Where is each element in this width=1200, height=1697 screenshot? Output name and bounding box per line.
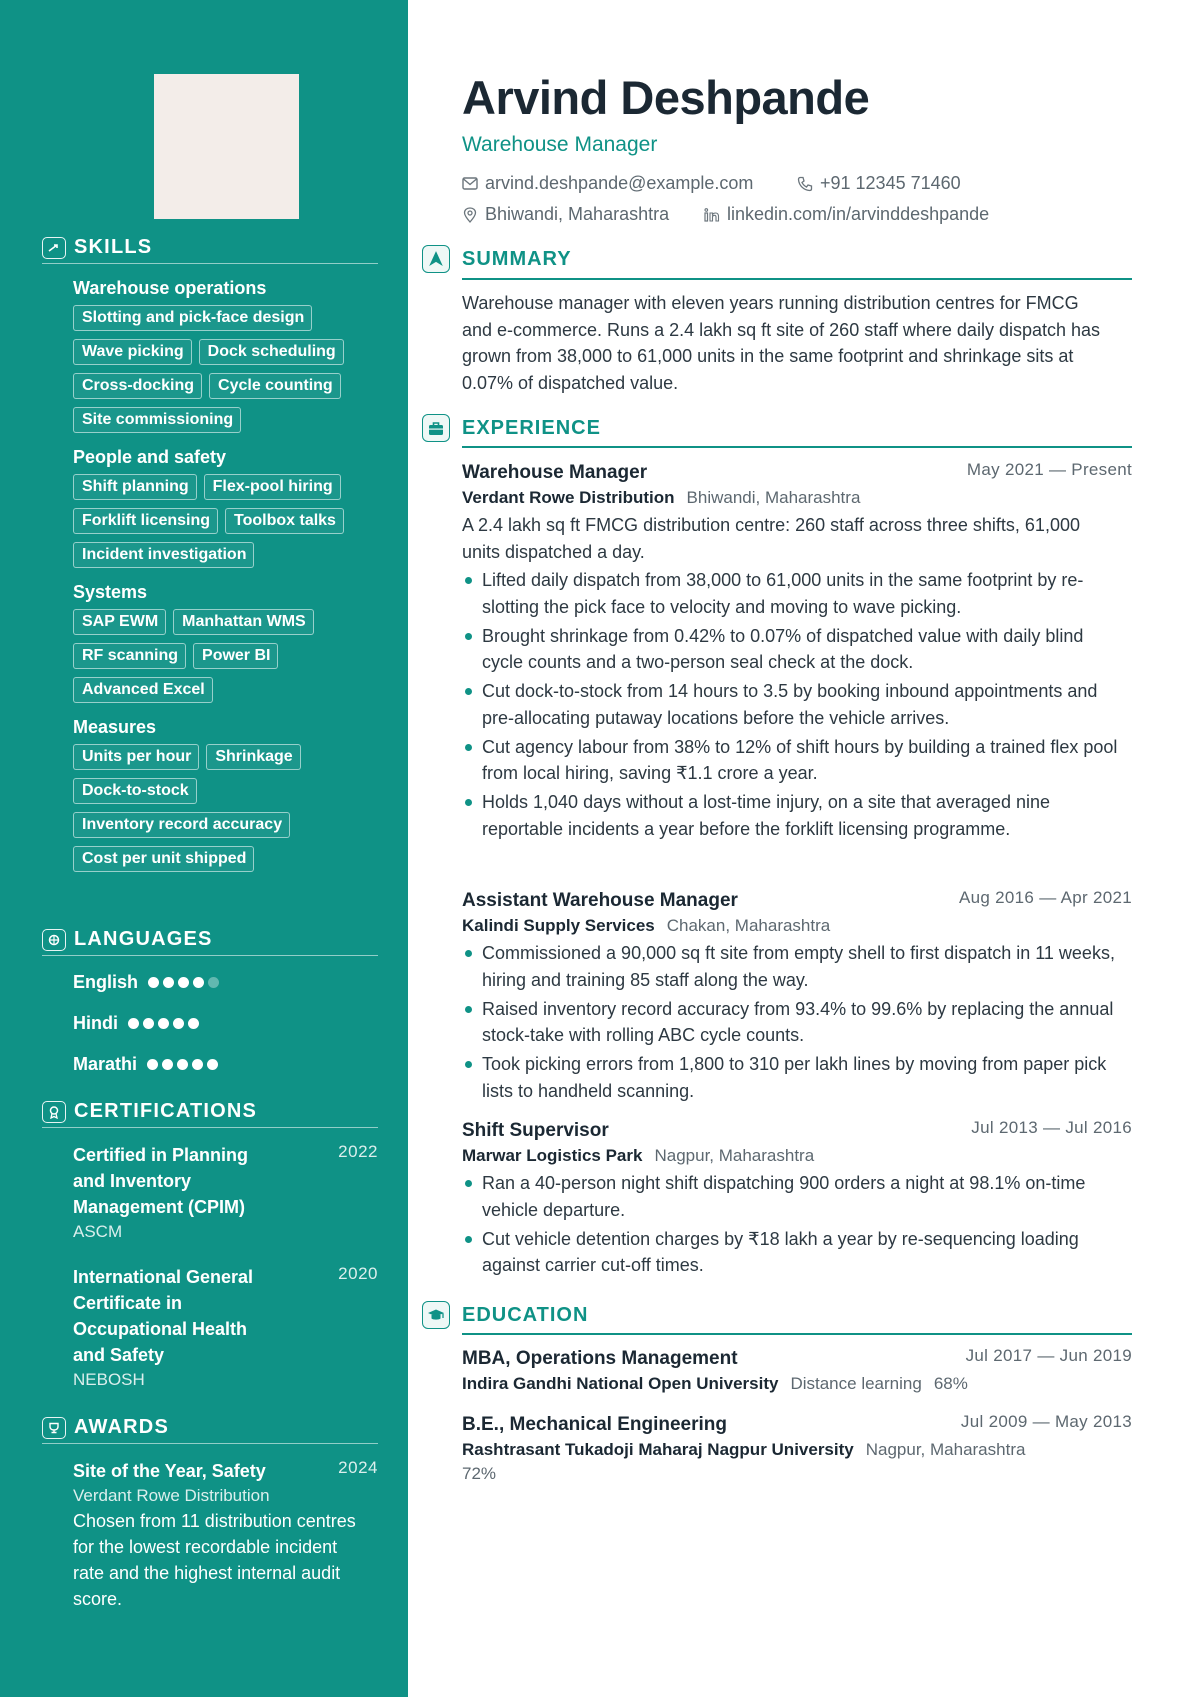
proficiency-dot-filled (158, 1018, 169, 1029)
certification-item (73, 1264, 378, 1392)
skill-tag: Dock scheduling (199, 339, 344, 365)
language-level-dots (128, 1018, 199, 1029)
proficiency-dot-filled (178, 977, 189, 988)
job-bullet: Brought shrinkage from 0.42% to 0.07% of dispatched value with daily blind cycle counts and a two-person seal check at the dock. (462, 623, 1127, 676)
skill-group-title: People and safety (73, 447, 227, 467)
job-bullet: Took picking errors from 1,800 to 310 per lakh lines by moving from paper pick lists to handheld scanning. (462, 1051, 1127, 1104)
job-title: Warehouse Manager (462, 462, 648, 483)
proficiency-dot-filled (147, 1059, 158, 1070)
job-company-line (462, 914, 1132, 938)
mail-icon (462, 176, 478, 192)
certification-title: Certified in Planning and Inventory Management (CPIM) (73, 1145, 249, 1217)
contact-location (462, 204, 669, 225)
job-company: Marwar Logistics Park (462, 1146, 643, 1165)
job-entry (462, 888, 1132, 1107)
summary-divider (462, 278, 1132, 280)
awards-title: AWARDS (74, 1416, 169, 1438)
award-issuer: Verdant Rowe Distribution (73, 1486, 270, 1505)
job-bullets (462, 940, 1132, 1104)
experience-title: EXPERIENCE (462, 416, 601, 439)
job-dates: Jul 2013 — Jul 2016 (971, 1118, 1132, 1137)
language-level-dots (148, 977, 219, 988)
certifications-header (42, 1102, 378, 1128)
job-dates: Aug 2016 — Apr 2021 (959, 888, 1132, 907)
skills-section (42, 238, 378, 872)
skill-tag: Cost per unit shipped (73, 846, 254, 872)
linkedin-text: linkedin.com/in/arvinddeshpande (727, 204, 990, 224)
job-company: Verdant Rowe Distribution (462, 488, 675, 507)
language-item (73, 1044, 378, 1085)
proficiency-dot-filled (143, 1018, 154, 1029)
skill-tag: Incident investigation (73, 542, 254, 568)
education-dates: Jul 2009 — May 2013 (960, 1412, 1132, 1431)
proficiency-dot-empty (208, 977, 219, 988)
skill-group-title: Systems (73, 582, 148, 602)
proficiency-dot-filled (128, 1018, 139, 1029)
job-bullet: Holds 1,040 days without a lost-time injury, on a site that averaged nine reportable incidents a year before the forklift licensing programme. (462, 789, 1127, 842)
job-dates: May 2021 — Present (966, 460, 1132, 479)
certification-issuer: ASCM (73, 1222, 123, 1241)
job-location: Nagpur, Maharashtra (654, 1146, 815, 1165)
proficiency-dot-filled (188, 1018, 199, 1029)
experience-divider (462, 446, 1132, 448)
skill-group (73, 278, 378, 433)
proficiency-dot-filled (192, 1059, 203, 1070)
certification-year: 2022 (338, 1142, 378, 1161)
profile-photo-placeholder (154, 74, 299, 219)
briefcase-icon (422, 414, 450, 442)
candidate-role: Warehouse Manager (462, 133, 658, 156)
proficiency-dot-filled (207, 1059, 218, 1070)
job-entry (462, 460, 1132, 845)
job-company-line (462, 1144, 1132, 1168)
proficiency-dot-filled (162, 1059, 173, 1070)
award-title: Site of the Year, Safety (73, 1461, 266, 1481)
award-year: 2024 (338, 1458, 378, 1477)
job-entry (462, 1118, 1132, 1281)
language-level-dots (147, 1059, 218, 1070)
award-icon (42, 1417, 66, 1439)
location-text: Bhiwandi, Maharashtra (485, 204, 670, 224)
contact-phone[interactable] (797, 173, 961, 194)
job-bullets (462, 1170, 1132, 1279)
degree-title: MBA, Operations Management (462, 1348, 738, 1369)
job-location: Bhiwandi, Maharashtra (686, 488, 861, 507)
skill-tag: Forklift licensing (73, 508, 218, 534)
degree-title: B.E., Mechanical Engineering (462, 1414, 728, 1435)
awards-section (42, 1418, 378, 1612)
skill-tag: Flex-pool hiring (204, 474, 341, 500)
job-bullet: Cut vehicle detention charges by ₹18 lakh a year by re-sequencing loading against carrier cut-off times. (462, 1226, 1127, 1279)
certifications-section (42, 1102, 378, 1392)
skill-tag: Cycle counting (209, 373, 341, 399)
education-entry (462, 1346, 1132, 1396)
job-location: Chakan, Maharashtra (666, 916, 831, 935)
languages-header (42, 930, 378, 956)
education-school-line (462, 1372, 1132, 1396)
job-bullet: Cut dock-to-stock from 14 hours to 3.5 by booking inbound appointments and pre-allocating putaway locations before the vehicle arrives. (462, 678, 1127, 731)
skills-title: SKILLS (74, 236, 153, 258)
job-bullet: Ran a 40-person night shift dispatching 900 orders a night at 98.1% on-time vehicle departure. (462, 1170, 1127, 1223)
skills-header (42, 238, 378, 264)
skill-tag: Inventory record accuracy (73, 812, 290, 838)
summary-header (422, 241, 1132, 277)
skill-group-title: Warehouse operations (73, 278, 267, 298)
education-detail: Nagpur, Maharashtra (865, 1440, 1026, 1459)
email-text: arvind.deshpande@example.com (485, 173, 754, 193)
education-grade: 72% (462, 1464, 497, 1483)
certification-issuer: NEBOSH (73, 1370, 145, 1389)
languages-section (42, 930, 378, 1085)
skill-tag: Wave picking (73, 339, 192, 365)
skill-tag: SAP EWM (73, 609, 166, 635)
language-name: Marathi (73, 1054, 138, 1074)
certificate-icon (42, 1101, 66, 1123)
certification-year: 2020 (338, 1264, 378, 1283)
experience-header (422, 410, 1132, 446)
sidebar (0, 0, 408, 1697)
job-company-line (462, 486, 1132, 510)
job-intro: A 2.4 lakh sq ft FMCG distribution centre: 260 staff across three shifts, 61,000 units dispatched a day. (462, 515, 1080, 562)
linkedin-icon (704, 207, 720, 223)
skill-group-title: Measures (73, 717, 157, 737)
awards-header (42, 1418, 378, 1444)
education-header (422, 1297, 1132, 1333)
education-grade-line (462, 1462, 1132, 1486)
languages-icon (42, 929, 66, 951)
job-title: Assistant Warehouse Manager (462, 890, 738, 911)
job-title: Shift Supervisor (462, 1120, 609, 1141)
skill-tag: Slotting and pick-face design (73, 305, 312, 331)
proficiency-dot-filled (193, 977, 204, 988)
skill-tag: Cross-docking (73, 373, 202, 399)
certification-title: International General Certificate in Occupational Health and Safety (73, 1267, 254, 1365)
graduation-cap-icon (422, 1301, 450, 1329)
skill-tag: Units per hour (73, 744, 199, 770)
skills-icon (42, 237, 66, 259)
award-item (73, 1458, 378, 1612)
education-detail: Distance learning (790, 1374, 922, 1393)
skill-group (73, 717, 378, 872)
job-bullet: Cut agency labour from 38% to 12% of shift hours by building a trained flex pool from local hiring, saving ₹1.1 crore a year. (462, 734, 1127, 787)
language-name: Hindi (73, 1013, 118, 1033)
skill-tag: RF scanning (73, 643, 186, 669)
skill-tag: Site commissioning (73, 407, 241, 433)
skill-tag: Shift planning (73, 474, 197, 500)
skill-tag: Advanced Excel (73, 677, 213, 703)
skill-tag: Manhattan WMS (173, 609, 314, 635)
skill-group (73, 447, 378, 568)
certification-item (73, 1142, 378, 1244)
skill-tag: Dock-to-stock (73, 778, 197, 804)
language-name: English (73, 972, 139, 992)
location-pin-icon (462, 207, 478, 223)
skill-tag: Power BI (193, 643, 278, 669)
contact-linkedin[interactable] (704, 204, 989, 225)
skill-tag: Toolbox talks (225, 508, 344, 534)
education-grade: 68% (933, 1374, 968, 1393)
education-entry (462, 1412, 1132, 1486)
language-item (73, 1003, 378, 1044)
proficiency-dot-filled (177, 1059, 188, 1070)
skill-group (73, 582, 378, 703)
proficiency-dot-filled (173, 1018, 184, 1029)
job-bullet: Lifted daily dispatch from 38,000 to 61,000 units in the same footprint by re-slotting the pick face to velocity and moving to wave picking. (462, 567, 1127, 620)
job-bullet: Commissioned a 90,000 sq ft site from empty shell to first dispatch in 11 weeks, hiring and training 85 staff along the way. (462, 940, 1127, 993)
summary-icon (422, 245, 450, 273)
education-title: EDUCATION (462, 1303, 589, 1326)
proficiency-dot-filled (148, 977, 159, 988)
school-name: Rashtrasant Tukadoji Maharaj Nagpur University (462, 1440, 854, 1459)
languages-title: LANGUAGES (74, 928, 213, 950)
summary-title: SUMMARY (462, 247, 572, 270)
education-dates: Jul 2017 — Jun 2019 (965, 1346, 1132, 1365)
school-name: Indira Gandhi National Open University (462, 1374, 779, 1393)
summary-text: Warehouse manager with eleven years running distribution centres for FMCG and e-commerce. Runs a 2.4 lakh sq ft site of 260 staff where daily dispatch has grown from 38,000 to 61,000 units in the same footprint and shrinkage sits at 0.07% of dispatched value. (462, 293, 1101, 393)
job-bullets (462, 567, 1132, 842)
language-item (73, 962, 378, 1003)
job-company: Kalindi Supply Services (462, 916, 655, 935)
phone-icon (797, 176, 813, 192)
skill-tag: Shrinkage (206, 744, 300, 770)
education-divider (462, 1333, 1132, 1335)
proficiency-dot-filled (163, 977, 174, 988)
certifications-title: CERTIFICATIONS (74, 1100, 258, 1122)
contact-email[interactable] (462, 173, 753, 194)
job-bullet: Raised inventory record accuracy from 93.4% to 99.6% by replacing the annual stock-take with rolling ABC cycle counts. (462, 996, 1127, 1049)
candidate-name: Arvind Deshpande (462, 71, 870, 124)
award-description: Chosen from 11 distribution centres for the lowest recordable incident rate and the highest internal audit score. (73, 1511, 356, 1609)
phone-text: +91 12345 71460 (820, 173, 961, 193)
education-school-line (462, 1438, 1132, 1462)
